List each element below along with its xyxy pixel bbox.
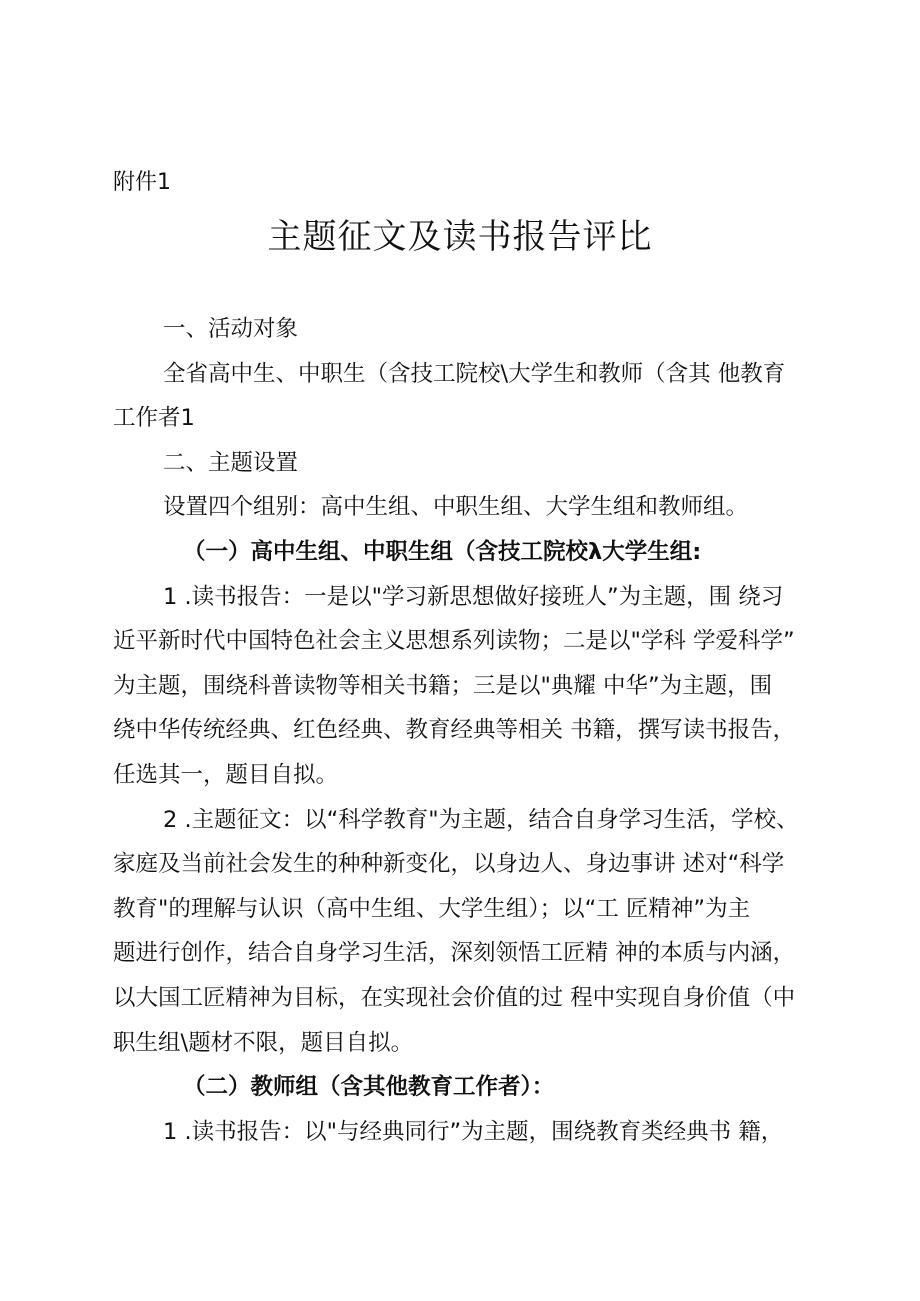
- section-heading-activity-target: 一、活动对象: [163, 316, 299, 342]
- attachment-label: 附件1: [113, 170, 171, 195]
- document-title: 主题征文及读书报告评比: [267, 217, 653, 257]
- paragraph-line: 近平新时代中国特色社会主义思想系列读物；二是以"学科 学爱科学”: [113, 628, 795, 655]
- section-heading-theme-setting: 二、主题设置: [163, 449, 299, 476]
- paragraph-line: 1 .读书报告：一是以"学习新思想做好接班人”为主题，围 绕习: [163, 583, 784, 610]
- paragraph-line: 1 .读书报告：以"与经典同行”为主题，围绕教育类经典书 籍，: [163, 1118, 784, 1145]
- subsection-heading-student-groups: （一）高中生组、中职生组（含技工院校λ大学生组:: [183, 538, 702, 565]
- subsection-heading-teacher-group: （二）教师组（含其他教育工作者）：: [183, 1074, 555, 1101]
- paragraph-line: 2 .主题征文：以“科学教育"为主题，结合自身学习生活，学校、: [163, 806, 799, 833]
- paragraph-line: 设置四个组别：高中生组、中职生组、大学生组和教师组。: [163, 494, 749, 521]
- paragraph-line: 工作者1: [113, 405, 195, 432]
- paragraph-line: 全省高中生、中职生（含技工院校\大学生和教师（含其 他教育: [163, 360, 786, 387]
- paragraph-line: 教育"的理解与认识（高中生组、大学生组）；以“工 匠精神”为主: [113, 895, 751, 922]
- paragraph-line: 职生组\题材不限，题目自拟。: [113, 1029, 414, 1056]
- paragraph-line: 题进行创作，结合自身学习生活，深刻领悟工匠精 神的本质与内涵，: [113, 940, 796, 967]
- document-body: [113, 307, 813, 1154]
- paragraph-line: 任选其一，题目自拟。: [113, 761, 339, 788]
- paragraph-line: 家庭及当前社会发生的种种新变化，以身边人、身边事讲 述对“科学: [113, 851, 785, 878]
- paragraph-line: 以大国工匠精神为目标，在实现社会价值的过 程中实现自身价值（中: [113, 984, 796, 1011]
- paragraph-line: 为主题，围绕科普读物等相关书籍；三是以"典耀 中华”为主题，围: [113, 672, 773, 699]
- paragraph-line: 绕中华传统经典、红色经典、教育经典等相关 书籍，撰写读书报告，: [113, 717, 796, 744]
